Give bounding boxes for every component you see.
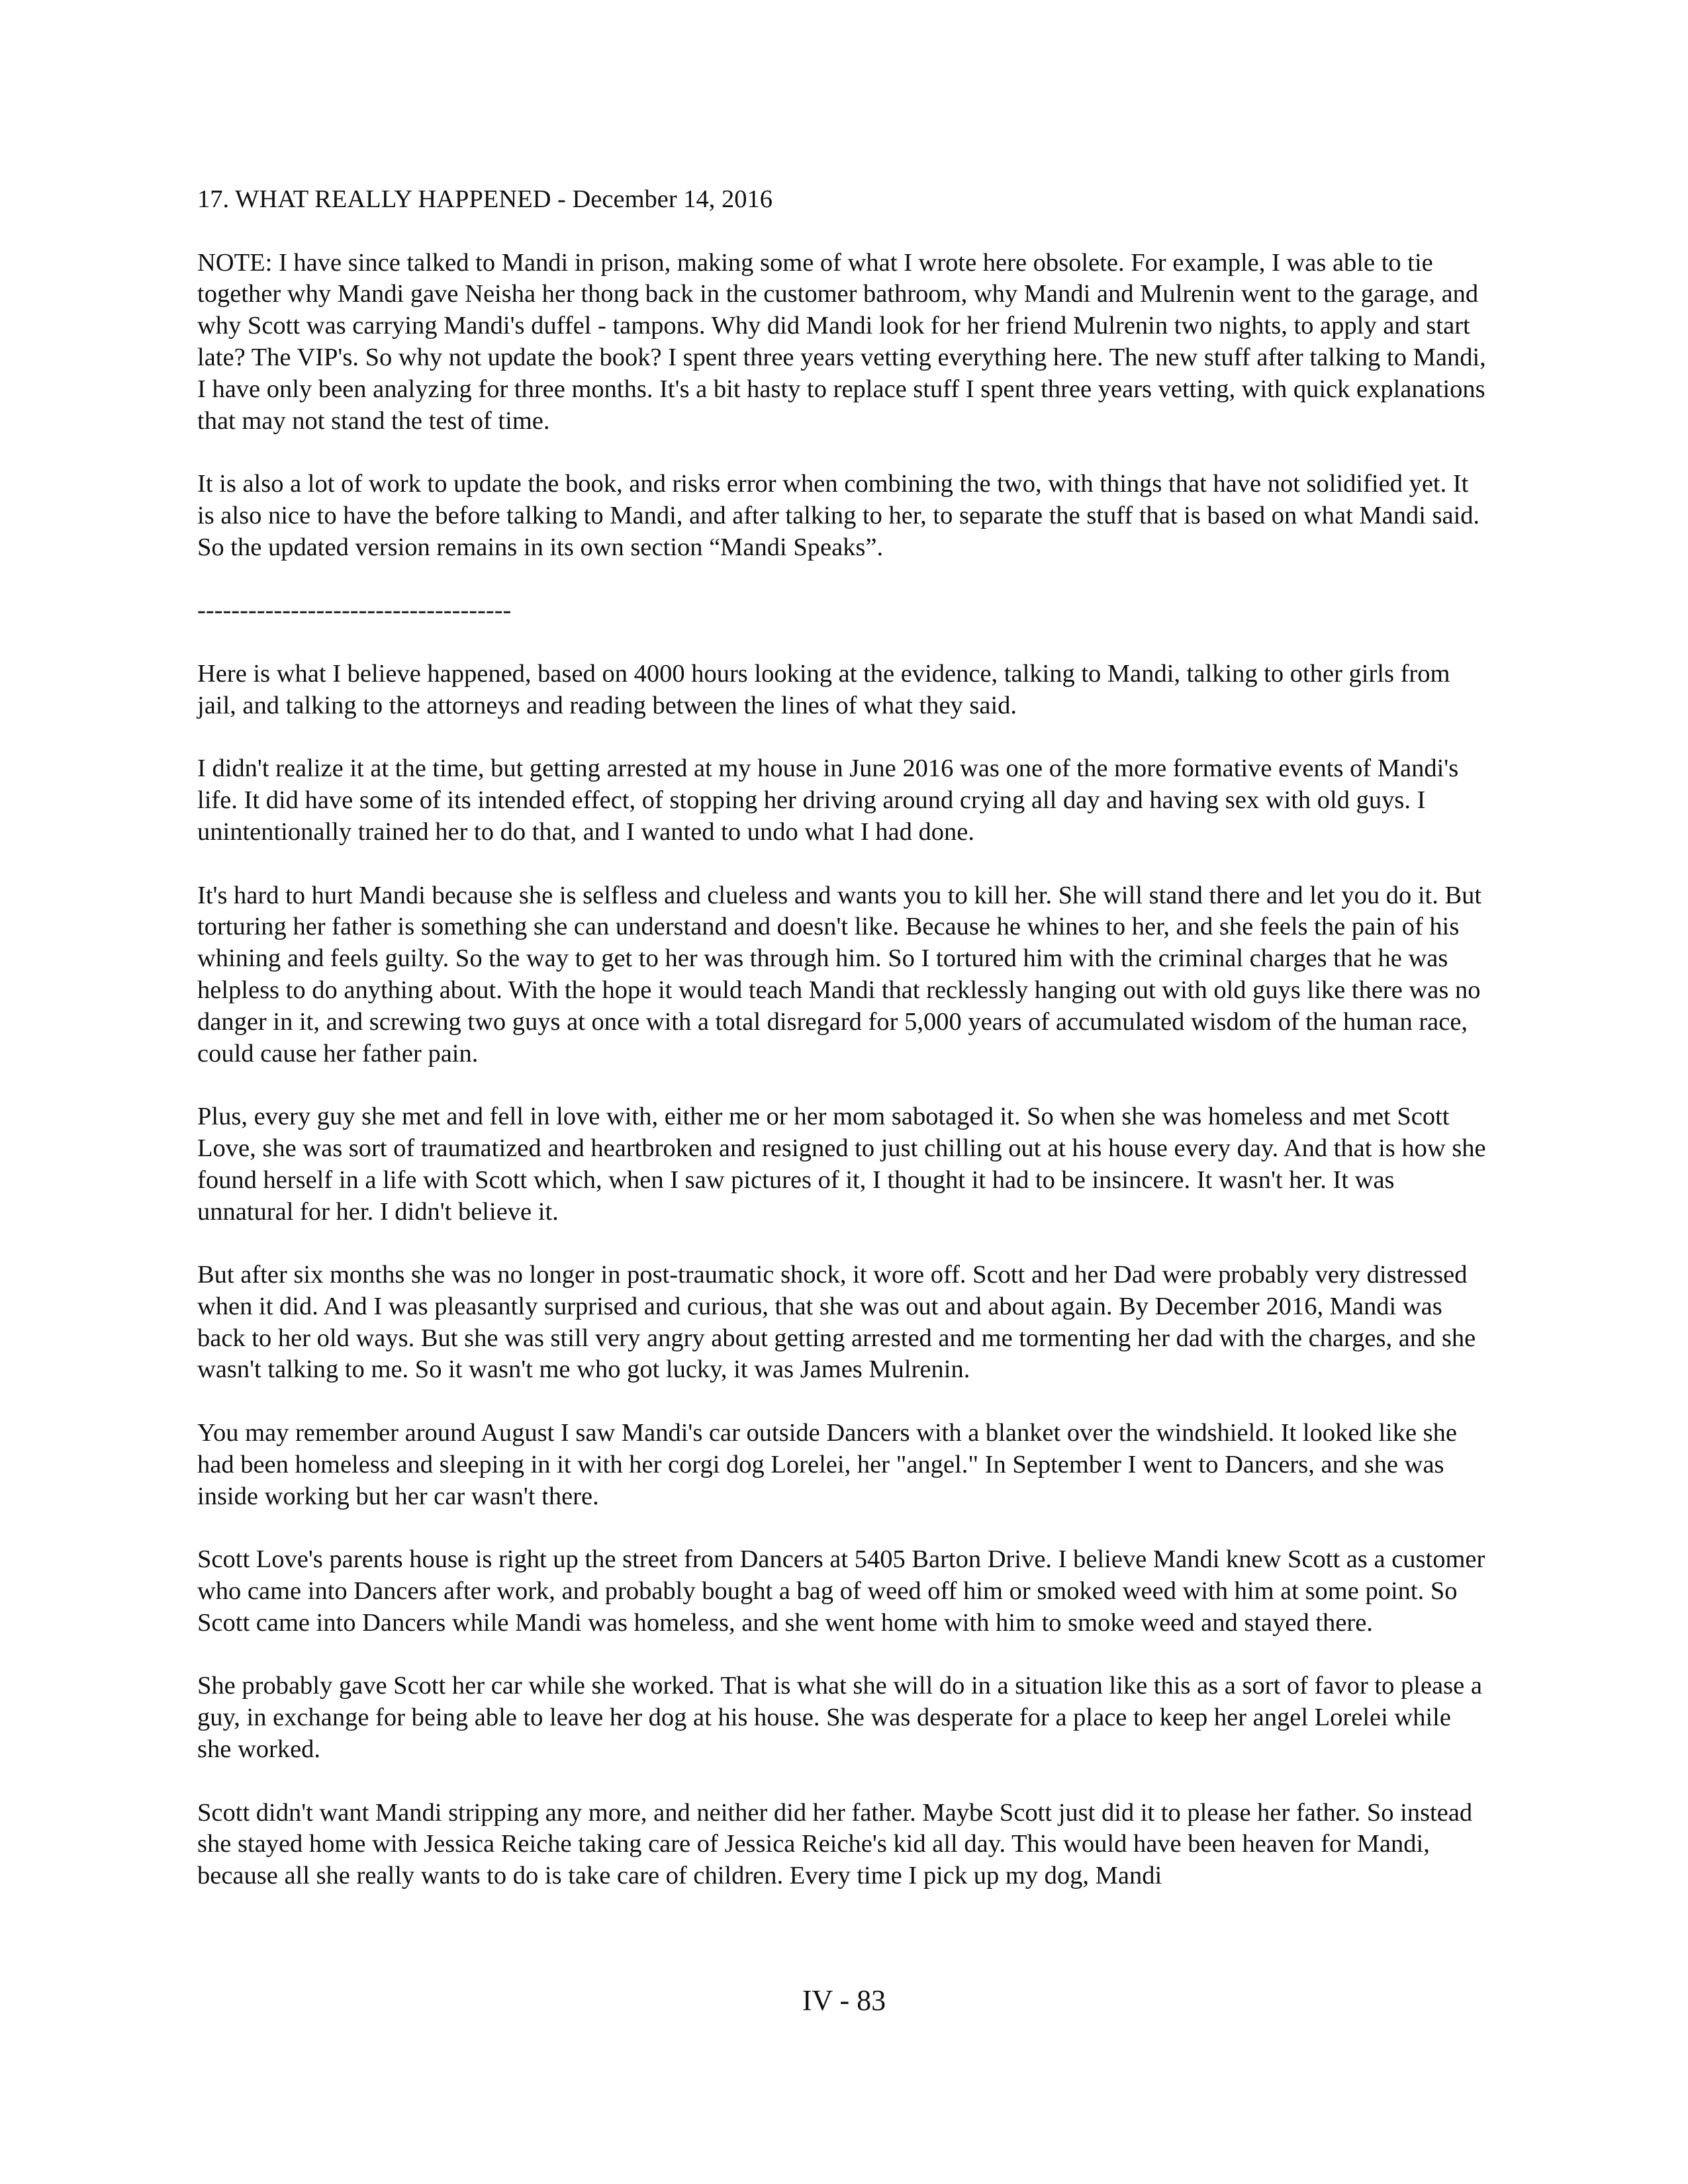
paragraph-scott-love: Plus, every guy she met and fell in love with, either me or her mom sabotaged it. So when she was homeless and met Scott Love, she was sort of traumatized and heartbroken and resigned to just chilling out at his house every day. And that is how she found herself in a life with Scott which, when I saw pictures of it, I thought it had to be insincere. It wasn't her. It was unnatural for her. I didn't believe it. [197,1103,1486,1226]
paragraph-arrest: I didn't realize it at the time, but getting arrested at my house in June 2016 was one of the more formative events of Mandi's life. It did have some of its intended effect, of stopping her driving around crying all day and having sex with old guys. I unintentionally trained her to do that, and I wanted to undo what I had done. [197,754,1459,846]
section-separator: ------------------------------------- [197,596,512,625]
paragraph-stripping: Scott didn't want Mandi stripping any more, and neither did her father. Maybe Scott just did it to please her father. So instead she stayed home with Jessica Reiche taking care of Jessica Reiche's kid all day. This would have been heaven for Mandi, because all she really wants to do is take care of children. Every time I pick up my dog, Mandi [197,1798,1473,1890]
paragraph-intro: Here is what I believe happened, based on 4000 hours looking at the evidence, talking to Mandi, talking to other girls from jail, and talking to the attorneys and reading between the lines of what they said. [197,659,1450,719]
page-number: IV - 83 [802,1984,886,2017]
paragraph-note: NOTE: I have since talked to Mandi in prison, making some of what I wrote here obsolete. For example, I was able to tie together why Mandi gave Neisha her thong back in the customer bathroom, why Mandi and Mulrenin went to the garage, and why Scott was carrying Mandi's duffel - tampons. Why did Mandi look for her friend Mulrenin two nights, to apply and start late? The VIP's. So why not update the book? I spent three years vetting everything here. The new stuff after talking to Mandi, I have only been analyzing for three months. It's a bit hasty to replace stuff I spent three years vetting, with quick explanations that may not stand the test of time. [197,248,1486,435]
paragraph-car-favor: She probably gave Scott her car while she worked. That is what she will do in a situation like this as a sort of favor to please a guy, in exchange for being able to leave her dog at his house. She was desperate for a place to keep her angel Lorelei while she worked. [197,1672,1482,1764]
paragraph-update-rationale: It is also a lot of work to update the book, and risks error when combining the two, with things that have not solidified yet. It is also nice to have the before talking to Mandi, and after talking to her, to separate the stuff that is based on what Mandi said. So the updated version remains in its own section “Mandi Speaks”. [197,470,1480,561]
paragraph-father: It's hard to hurt Mandi because she is selfless and clueless and wants you to kill her. She will stand there and let you do it. But torturing her father is something she can understand and doesn't like. Because he whines to her, and she feels the pain of his whining and feels guilty. So the way to get to her was through him. So I tortured him with the criminal charges that he was helpless to do anything about. With the hope it would teach Mandi that recklessly hanging out with old guys like there was no danger in it, and screwing two guys at once with a total disregard for 5,000 years of accumulated wisdom of the human race, could cause her father pain. [197,881,1482,1068]
paragraph-august: You may remember around August I saw Mandi's car outside Dancers with a blanket over the windshield. It looked like she had been homeless and sleeping in it with her corgi dog Lorelei, her "angel." In September I went to Dancers, and she was inside working but her car wasn't there. [197,1419,1458,1510]
document-body [197,184,1488,1924]
paragraph-barton-drive: Scott Love's parents house is right up the street from Dancers at 5405 Barton Drive. I believe Mandi knew Scott as a customer who came into Dancers after work, and probably bought a bag of weed off him or smoked weed with him at some point. So Scott came into Dancers while Mandi was homeless, and she went home with him to smoke weed and stayed there. [197,1545,1485,1637]
chapter-heading: 17. WHAT REALLY HAPPENED - December 14, 2016 [197,185,773,213]
paragraph-six-months: But after six months she was no longer in post-traumatic shock, it wore off. Scott and her Dad were probably very distressed when it did. And I was pleasantly surprised and curious, that she was out and about again. By December 2016, Mandi was back to her old ways. But she was still very angry about getting arrested and me tormenting her dad with the charges, and she wasn't talking to me. So it wasn't me who got lucky, it was James Mulrenin. [197,1261,1476,1384]
